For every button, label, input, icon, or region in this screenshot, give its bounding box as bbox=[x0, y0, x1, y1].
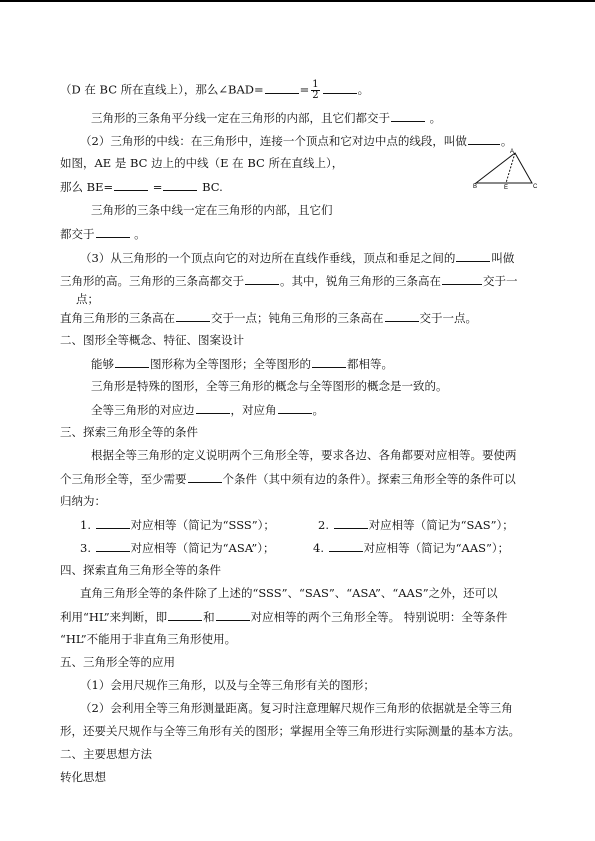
text: 都交于 bbox=[60, 227, 95, 241]
text: 归纳为： bbox=[60, 494, 106, 508]
condition-aas bbox=[313, 540, 509, 555]
line-definition-explain bbox=[91, 448, 517, 462]
line-triangle-special bbox=[91, 379, 448, 393]
text: 和 bbox=[203, 610, 215, 624]
text: 4. bbox=[313, 541, 324, 555]
line-ae-median bbox=[60, 156, 343, 170]
text: 交于一点；钝角三角形的三条高在 bbox=[211, 311, 384, 325]
line-right-obtuse bbox=[60, 310, 477, 325]
line-altitudes-intersect bbox=[60, 273, 518, 288]
text: 四、探索直角三角形全等的条件 bbox=[60, 563, 221, 577]
text: = bbox=[152, 180, 163, 194]
text: 个条件（其中须有边的条件）。探索三角形全等的条件可以 bbox=[222, 472, 516, 486]
text: 2. bbox=[318, 518, 329, 532]
label-b: B bbox=[473, 184, 478, 190]
text: 。 bbox=[357, 82, 370, 97]
blank[interactable] bbox=[468, 133, 500, 145]
line-point bbox=[76, 292, 99, 306]
fraction-half bbox=[311, 80, 319, 101]
text: 直角三角形全等的条件除了上述的“SSS”、“SAS”、“ASA”、“AAS”之外，还可以 bbox=[80, 586, 498, 600]
text: （3）从三角形的一个顶点向它的对边所在直线作垂线，顶点和垂足之间的 bbox=[80, 251, 456, 265]
line-app-2 bbox=[80, 701, 513, 715]
text: 那么 BE= bbox=[60, 180, 114, 194]
text: 转化思想 bbox=[60, 770, 106, 784]
line-hl-note bbox=[60, 632, 236, 646]
label-e: E bbox=[504, 185, 509, 190]
heading-right-triangle bbox=[60, 563, 221, 577]
blank[interactable] bbox=[188, 471, 222, 483]
text: 3. bbox=[80, 541, 91, 555]
line-be bbox=[60, 179, 223, 194]
text: 都相等。 bbox=[347, 357, 393, 371]
text: 。 bbox=[134, 227, 146, 241]
text: （D 在 BC 所在直线上），那么∠BAD= bbox=[60, 82, 264, 97]
text: 对应相等（简记为“SAS”）； bbox=[368, 518, 514, 532]
text: 。其中，锐角三角形的三条高在 bbox=[280, 274, 441, 288]
blank[interactable] bbox=[329, 540, 363, 552]
condition-sas bbox=[318, 517, 514, 532]
blank[interactable] bbox=[196, 402, 230, 414]
blank[interactable] bbox=[216, 609, 250, 621]
text: 全等三角形的对应边 bbox=[91, 403, 195, 417]
line-app-1 bbox=[80, 678, 375, 692]
line-altitude-def bbox=[80, 250, 514, 265]
text: 交于一 bbox=[483, 274, 518, 288]
line-corresponding bbox=[91, 402, 324, 417]
text: （2）三角形的中线：在三角形中，连接一个顶点和它对边中点的线段，叫做 bbox=[80, 134, 467, 148]
text: 三角形的三条中线一定在三角形的内部，且它们 bbox=[91, 203, 333, 217]
blank[interactable] bbox=[245, 273, 279, 285]
text: 三、探索三角形全等的条件 bbox=[60, 425, 198, 439]
blank[interactable] bbox=[96, 226, 130, 238]
text: “HL”不能用于非直角三角形使用。 bbox=[60, 632, 237, 646]
fraction-denominator: 2 bbox=[312, 90, 319, 101]
text: （1）会用尺规作三角形，以及与全等三角形有关的图形； bbox=[80, 678, 375, 692]
text: 利用“HL”来判断，即 bbox=[60, 610, 168, 624]
blank[interactable] bbox=[385, 310, 419, 322]
line-median-def bbox=[80, 133, 512, 148]
condition-asa bbox=[80, 540, 274, 555]
text: 交于一点。 bbox=[419, 311, 477, 325]
text: 能够 bbox=[91, 357, 114, 371]
label-c: C bbox=[533, 184, 538, 190]
line-min-conditions bbox=[60, 471, 516, 486]
text: 图形称为全等图形；全等图形的 bbox=[150, 357, 311, 371]
line-medians-intersect bbox=[60, 226, 146, 241]
text: = bbox=[299, 82, 310, 97]
blank[interactable] bbox=[265, 82, 299, 94]
triangle-abc bbox=[476, 153, 532, 183]
text: 对应相等（简记为“AAS”）； bbox=[363, 541, 510, 555]
text: 1. bbox=[80, 518, 91, 532]
blank[interactable] bbox=[312, 356, 346, 368]
blank[interactable] bbox=[114, 179, 148, 191]
text: 三角形的高。三角形的三条高都交于 bbox=[60, 274, 244, 288]
text: 个三角形全等，至少需要 bbox=[60, 472, 187, 486]
blank[interactable] bbox=[323, 82, 357, 94]
text: 二、图形全等概念、特征、图案设计 bbox=[60, 333, 244, 347]
text: （2）会利用全等三角形测量距离。复习时注意理解尺规作三角形的依据就是全等三角 bbox=[80, 701, 513, 715]
text: 。 bbox=[312, 403, 324, 417]
text: 叫做 bbox=[491, 251, 515, 265]
text: 。 bbox=[429, 111, 442, 125]
text: 对应相等（简记为“ASA”）； bbox=[130, 541, 275, 555]
line-transformation bbox=[60, 770, 106, 784]
top-border bbox=[0, 0, 595, 2]
text: 如图，AE 是 BC 边上的中线（E 在 BC 所在直线上）， bbox=[60, 156, 344, 170]
line-app-2-cont bbox=[60, 724, 520, 738]
text: 直角三角形的三条高在 bbox=[60, 311, 175, 325]
line-hl bbox=[60, 609, 507, 624]
heading-methods bbox=[60, 747, 152, 761]
label-a: A bbox=[510, 149, 515, 155]
text: 根据全等三角形的定义说明两个三角形全等，要求各边、各角都要对应相等。要使两 bbox=[91, 448, 517, 462]
line-bad bbox=[60, 80, 369, 101]
line-angle-bisector bbox=[91, 110, 441, 125]
triangle-figure bbox=[470, 148, 542, 190]
text: ，对应角 bbox=[230, 403, 277, 417]
line-three-medians bbox=[91, 203, 333, 217]
blank[interactable] bbox=[96, 517, 130, 529]
heading-congruent-figures bbox=[60, 333, 244, 347]
text: 点； bbox=[76, 292, 99, 306]
text: 二、主要思想方法 bbox=[60, 747, 152, 761]
line-right-conditions bbox=[80, 586, 498, 600]
blank[interactable] bbox=[391, 110, 425, 122]
text: 对应相等（简记为“SSS”）； bbox=[130, 518, 275, 532]
condition-sss bbox=[80, 517, 275, 532]
blank[interactable] bbox=[115, 356, 149, 368]
text: 对应相等的两个三角形全等。 特别说明：全等条件 bbox=[250, 610, 508, 624]
blank[interactable] bbox=[442, 273, 482, 285]
blank[interactable] bbox=[176, 310, 210, 322]
median-ae bbox=[506, 153, 515, 183]
text: BC. bbox=[202, 180, 223, 194]
blank[interactable] bbox=[168, 609, 202, 621]
text: 形，还要关尺规作与全等三角形有关的图形；掌握用全等三角形进行实际测量的基本方法。 bbox=[60, 724, 520, 738]
line-congruent-def bbox=[91, 356, 393, 371]
blank[interactable] bbox=[334, 517, 368, 529]
text: 三角形的三条角平分线一定在三角形的内部，且它们都交于 bbox=[91, 111, 390, 125]
blank[interactable] bbox=[278, 402, 312, 414]
heading-congruence-conditions bbox=[60, 425, 198, 439]
text: 五、三角形全等的应用 bbox=[60, 655, 175, 669]
text: 三角形是特殊的图形，全等三角形的概念与全等图形的概念是一致的。 bbox=[91, 379, 448, 393]
heading-application bbox=[60, 655, 175, 669]
blank[interactable] bbox=[96, 540, 130, 552]
blank[interactable] bbox=[456, 250, 490, 262]
fraction-numerator: 1 bbox=[312, 79, 319, 90]
line-summary bbox=[60, 494, 106, 508]
text: 。 bbox=[500, 134, 513, 148]
blank[interactable] bbox=[163, 179, 197, 191]
